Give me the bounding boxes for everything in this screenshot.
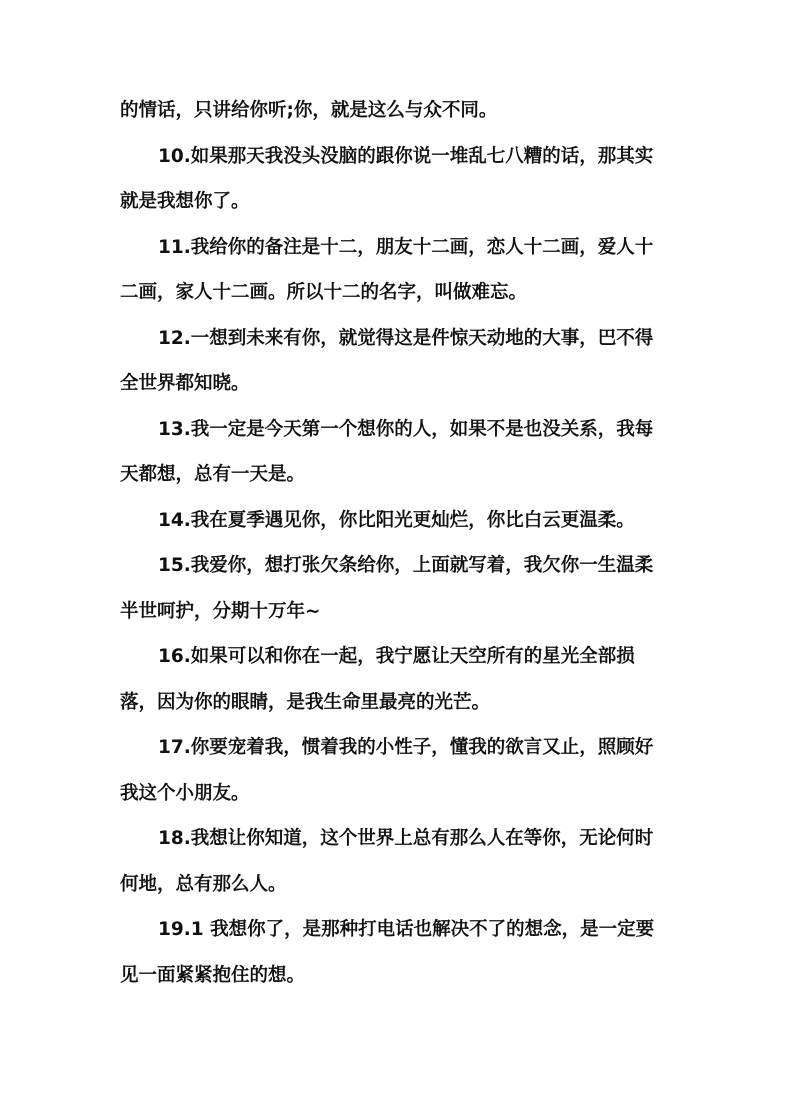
text-line: 半世呵护，分期十万年~	[120, 600, 321, 622]
text-line: 14.我在夏季遇见你，你比阳光更灿烂，你比白云更温柔。	[158, 509, 635, 531]
text-line: 何地，总有那么人。	[120, 873, 287, 895]
text-line: 全世界都知晓。	[120, 373, 250, 394]
text-line: 15.我爱你，想打张欠条给你，上面就写着，我欠你一生温柔	[158, 555, 654, 576]
text-line: 二画，家人十二画。所以十二的名字，叫做难忘。	[120, 282, 528, 303]
text-line: 19.1 我想你了，是那种打电话也解决不了的想念，是一定要	[158, 919, 655, 940]
text-line: 就是我想你了。	[120, 191, 250, 212]
text-line: 落，因为你的眼睛，是我生命里最亮的光芒。	[120, 691, 491, 713]
text-line: 我这个小朋友。	[120, 782, 250, 804]
text-line: 16.如果可以和你在一起，我宁愿让天空所有的星光全部损	[158, 646, 635, 667]
text-line: 天都想，总有一天是。	[120, 464, 306, 485]
text-line: 17.你要宠着我，惯着我的小性子，懂我的欲言又止，照顾好	[158, 737, 654, 758]
text-line: 12.一想到未来有你，就觉得这是件惊天动地的大事，巴不得	[158, 327, 654, 349]
text-line: 10.如果那天我没头没脑的跟你说一堆乱七八糟的话，那其实	[158, 145, 654, 167]
text-line: 见一面紧紧抱住的想。	[120, 964, 306, 986]
document-body	[120, 88, 676, 998]
text-line: 11.我给你的备注是十二，朋友十二画，恋人十二画，爱人十	[158, 236, 654, 258]
text-line: 13.我一定是今天第一个想你的人，如果不是也没关系，我每	[158, 418, 654, 440]
text-line: 18.我想让你知道，这个世界上总有那么人在等你，无论何时	[158, 828, 654, 849]
text-line: 的情话，只讲给你听;你，就是这么与众不同。	[120, 100, 498, 121]
